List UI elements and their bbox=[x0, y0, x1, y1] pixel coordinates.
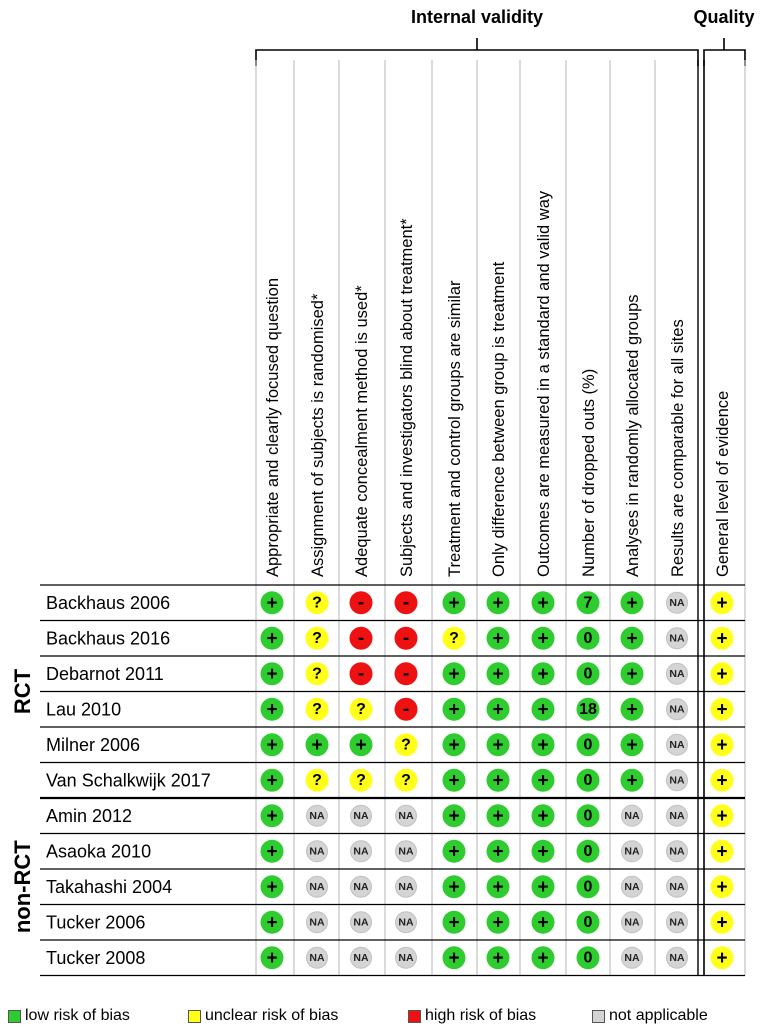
column-label-6: Only difference between group is treatment bbox=[490, 261, 508, 577]
rating-symbol: ? bbox=[312, 700, 322, 718]
group-label-rct: RCT bbox=[10, 668, 35, 715]
rating-symbol: NA bbox=[398, 809, 414, 822]
rating-symbol: + bbox=[537, 912, 549, 934]
internal-validity-header: Internal validity bbox=[410, 7, 544, 27]
rating-symbol: NA bbox=[669, 632, 685, 645]
rating-symbol: 0 bbox=[583, 807, 593, 825]
rating-symbol: + bbox=[626, 734, 638, 756]
rating-symbol: 0 bbox=[583, 629, 593, 647]
rating-symbol: NA bbox=[669, 809, 685, 822]
rating-symbol: + bbox=[626, 628, 638, 650]
rating-symbol: - bbox=[402, 698, 410, 720]
rating-symbol: + bbox=[537, 628, 549, 650]
rating-symbol: + bbox=[626, 663, 638, 685]
legend-item-low bbox=[8, 1007, 130, 1025]
column-label-4: Subjects and investigators blind about treatment* bbox=[398, 218, 416, 577]
rating-symbol: + bbox=[492, 876, 504, 898]
rating-symbol: + bbox=[716, 734, 728, 756]
rating-symbol: ? bbox=[312, 594, 322, 612]
rating-symbol: + bbox=[716, 770, 728, 792]
rating-symbol: + bbox=[716, 947, 728, 969]
rating-symbol: ? bbox=[356, 771, 366, 789]
study-label-tucker-2008: Tucker 2008 bbox=[46, 947, 146, 968]
rating-symbol: NA bbox=[398, 916, 414, 929]
rating-symbol: NA bbox=[353, 916, 369, 929]
rating-symbol: + bbox=[492, 592, 504, 614]
rating-symbol: + bbox=[266, 770, 278, 792]
rating-symbol: NA bbox=[624, 880, 640, 893]
study-labels bbox=[46, 593, 211, 968]
rating-symbol: + bbox=[266, 912, 278, 934]
rating-symbol: + bbox=[448, 699, 460, 721]
rating-symbol: NA bbox=[669, 845, 685, 858]
legend-swatch-high bbox=[408, 1010, 421, 1023]
study-label-backhaus-2016: Backhaus 2016 bbox=[46, 628, 171, 649]
rating-symbol: NA bbox=[624, 809, 640, 822]
rating-symbol: ? bbox=[401, 736, 411, 754]
column-label-5: Treatment and control groups are similar bbox=[446, 280, 464, 577]
rating-symbol: + bbox=[537, 592, 549, 614]
rating-symbol: + bbox=[448, 734, 460, 756]
legend-swatch-low bbox=[8, 1010, 21, 1023]
quality-header: Quality bbox=[693, 7, 755, 27]
rating-symbol: + bbox=[537, 876, 549, 898]
study-label-van-schalkwijk-2017: Van Schalkwijk 2017 bbox=[46, 770, 211, 791]
rating-symbol: NA bbox=[353, 951, 369, 964]
rating-symbol: 0 bbox=[583, 736, 593, 754]
rating-symbol: + bbox=[626, 770, 638, 792]
rating-symbol: + bbox=[492, 628, 504, 650]
rating-symbol: + bbox=[716, 912, 728, 934]
rating-symbol: NA bbox=[669, 774, 685, 787]
legend-item-unclear bbox=[188, 1007, 338, 1025]
rating-symbol: 0 bbox=[583, 771, 593, 789]
rating-symbol: + bbox=[355, 734, 367, 756]
rating-symbol: + bbox=[448, 947, 460, 969]
rating-symbol: + bbox=[716, 663, 728, 685]
rating-symbol: + bbox=[492, 841, 504, 863]
rating-symbol: + bbox=[311, 734, 323, 756]
row-group-labels bbox=[10, 668, 35, 933]
rating-symbol: + bbox=[266, 876, 278, 898]
rating-symbol: ? bbox=[449, 629, 459, 647]
rating-symbol: NA bbox=[669, 596, 685, 609]
rating-symbol: + bbox=[716, 592, 728, 614]
study-label-takahashi-2004: Takahashi 2004 bbox=[46, 876, 173, 897]
rating-symbol: + bbox=[448, 663, 460, 685]
rating-symbol: + bbox=[266, 734, 278, 756]
rating-symbol: + bbox=[448, 912, 460, 934]
rating-symbol: ? bbox=[356, 700, 366, 718]
legend bbox=[0, 1003, 771, 1031]
rating-symbol: - bbox=[402, 663, 410, 685]
rating-symbol: 7 bbox=[583, 594, 593, 612]
rating-symbol: + bbox=[537, 841, 549, 863]
rating-symbol: ? bbox=[401, 771, 411, 789]
rating-symbol: + bbox=[716, 699, 728, 721]
rating-symbol: 18 bbox=[579, 700, 597, 718]
rating-symbol: NA bbox=[353, 880, 369, 893]
study-label-lau-2010: Lau 2010 bbox=[46, 699, 122, 720]
rating-symbol: + bbox=[492, 663, 504, 685]
rating-symbol: NA bbox=[624, 916, 640, 929]
study-label-milner-2006: Milner 2006 bbox=[46, 734, 141, 755]
rating-symbol: - bbox=[402, 627, 410, 649]
legend-label-low: low risk of bias bbox=[25, 1007, 130, 1024]
rating-symbol: + bbox=[492, 699, 504, 721]
rating-symbol: + bbox=[448, 805, 460, 827]
rating-symbol: 0 bbox=[583, 878, 593, 896]
rating-symbol: 0 bbox=[583, 665, 593, 683]
rating-symbol: + bbox=[716, 628, 728, 650]
rating-symbol: NA bbox=[669, 951, 685, 964]
rating-symbol: + bbox=[448, 841, 460, 863]
rating-symbol: NA bbox=[398, 880, 414, 893]
rating-symbol: NA bbox=[624, 845, 640, 858]
rating-symbol: + bbox=[266, 841, 278, 863]
rating-symbol: + bbox=[266, 663, 278, 685]
rating-symbol: NA bbox=[669, 880, 685, 893]
rating-symbol: NA bbox=[353, 809, 369, 822]
rating-symbol: + bbox=[492, 805, 504, 827]
rating-symbol: + bbox=[266, 805, 278, 827]
quality-bracket bbox=[704, 38, 745, 66]
rating-symbol: + bbox=[448, 876, 460, 898]
legend-item-na bbox=[592, 1007, 708, 1025]
rating-symbol: + bbox=[492, 770, 504, 792]
column-label-7: Outcomes are measured in a standard and valid way bbox=[535, 190, 553, 577]
rating-symbol: 0 bbox=[583, 949, 593, 967]
rating-symbol: + bbox=[266, 947, 278, 969]
rating-symbol: NA bbox=[309, 916, 325, 929]
rating-symbol: 0 bbox=[583, 842, 593, 860]
rating-symbol: NA bbox=[669, 916, 685, 929]
rating-symbol: 0 bbox=[583, 913, 593, 931]
rating-symbol: + bbox=[716, 841, 728, 863]
rating-symbol: + bbox=[492, 734, 504, 756]
column-label-10: Results are comparable for all sites bbox=[669, 319, 687, 577]
rating-symbol: NA bbox=[309, 845, 325, 858]
legend-label-high: high risk of bias bbox=[425, 1007, 537, 1024]
rating-symbol: + bbox=[537, 699, 549, 721]
rating-symbol: + bbox=[537, 770, 549, 792]
rating-cells bbox=[261, 591, 734, 969]
study-label-debarnot-2011: Debarnot 2011 bbox=[46, 663, 164, 684]
rating-symbol: NA bbox=[398, 845, 414, 858]
rating-symbol: NA bbox=[624, 951, 640, 964]
legend-item-high bbox=[408, 1007, 536, 1025]
column-label-2: Assignment of subjects is randomised* bbox=[309, 293, 327, 577]
rating-symbol: + bbox=[716, 805, 728, 827]
study-label-amin-2012: Amin 2012 bbox=[46, 805, 133, 826]
column-label-1: Appropriate and clearly focused question bbox=[264, 277, 282, 577]
group-label-non-rct: non-RCT bbox=[10, 840, 35, 934]
legend-label-na: not applicable bbox=[609, 1007, 708, 1024]
rating-symbol: NA bbox=[309, 880, 325, 893]
rating-symbol: NA bbox=[669, 667, 685, 680]
rating-symbol: ? bbox=[312, 629, 322, 647]
rating-symbol: - bbox=[357, 592, 365, 614]
rating-symbol: + bbox=[492, 947, 504, 969]
rating-symbol: + bbox=[537, 947, 549, 969]
rating-symbol: NA bbox=[309, 809, 325, 822]
rating-symbol: + bbox=[448, 592, 460, 614]
rating-symbol: + bbox=[626, 592, 638, 614]
column-label-11: General level of evidence bbox=[714, 390, 732, 577]
study-label-tucker-2006: Tucker 2006 bbox=[46, 912, 146, 933]
rating-symbol: - bbox=[402, 592, 410, 614]
study-label-backhaus-2006: Backhaus 2006 bbox=[46, 592, 171, 613]
column-label-9: Analyses in randomly allocated groups bbox=[624, 294, 642, 577]
rating-symbol: + bbox=[537, 663, 549, 685]
rating-symbol: + bbox=[537, 805, 549, 827]
rating-symbol: NA bbox=[398, 951, 414, 964]
rating-symbol: NA bbox=[353, 845, 369, 858]
rating-symbol: + bbox=[537, 734, 549, 756]
rating-symbol: NA bbox=[669, 703, 685, 716]
column-labels bbox=[264, 190, 732, 577]
rating-symbol: + bbox=[266, 592, 278, 614]
legend-swatch-unclear bbox=[188, 1010, 201, 1023]
rating-symbol: + bbox=[716, 876, 728, 898]
column-label-8: Number of dropped outs (%) bbox=[580, 368, 598, 577]
column-label-3: Adequate concealment method is used* bbox=[353, 285, 371, 577]
rating-symbol: NA bbox=[669, 738, 685, 751]
rating-symbol: + bbox=[266, 628, 278, 650]
rating-symbol: + bbox=[448, 770, 460, 792]
study-label-asaoka-2010: Asaoka 2010 bbox=[46, 841, 152, 862]
rating-symbol: + bbox=[266, 699, 278, 721]
rating-symbol: NA bbox=[309, 951, 325, 964]
rating-symbol: + bbox=[492, 912, 504, 934]
legend-label-unclear: unclear risk of bias bbox=[205, 1007, 339, 1024]
rating-symbol: - bbox=[357, 663, 365, 685]
legend-swatch-na bbox=[592, 1010, 605, 1023]
rating-symbol: - bbox=[357, 627, 365, 649]
rating-symbol: ? bbox=[312, 771, 322, 789]
rating-symbol: ? bbox=[312, 665, 322, 683]
rating-symbol: + bbox=[626, 699, 638, 721]
